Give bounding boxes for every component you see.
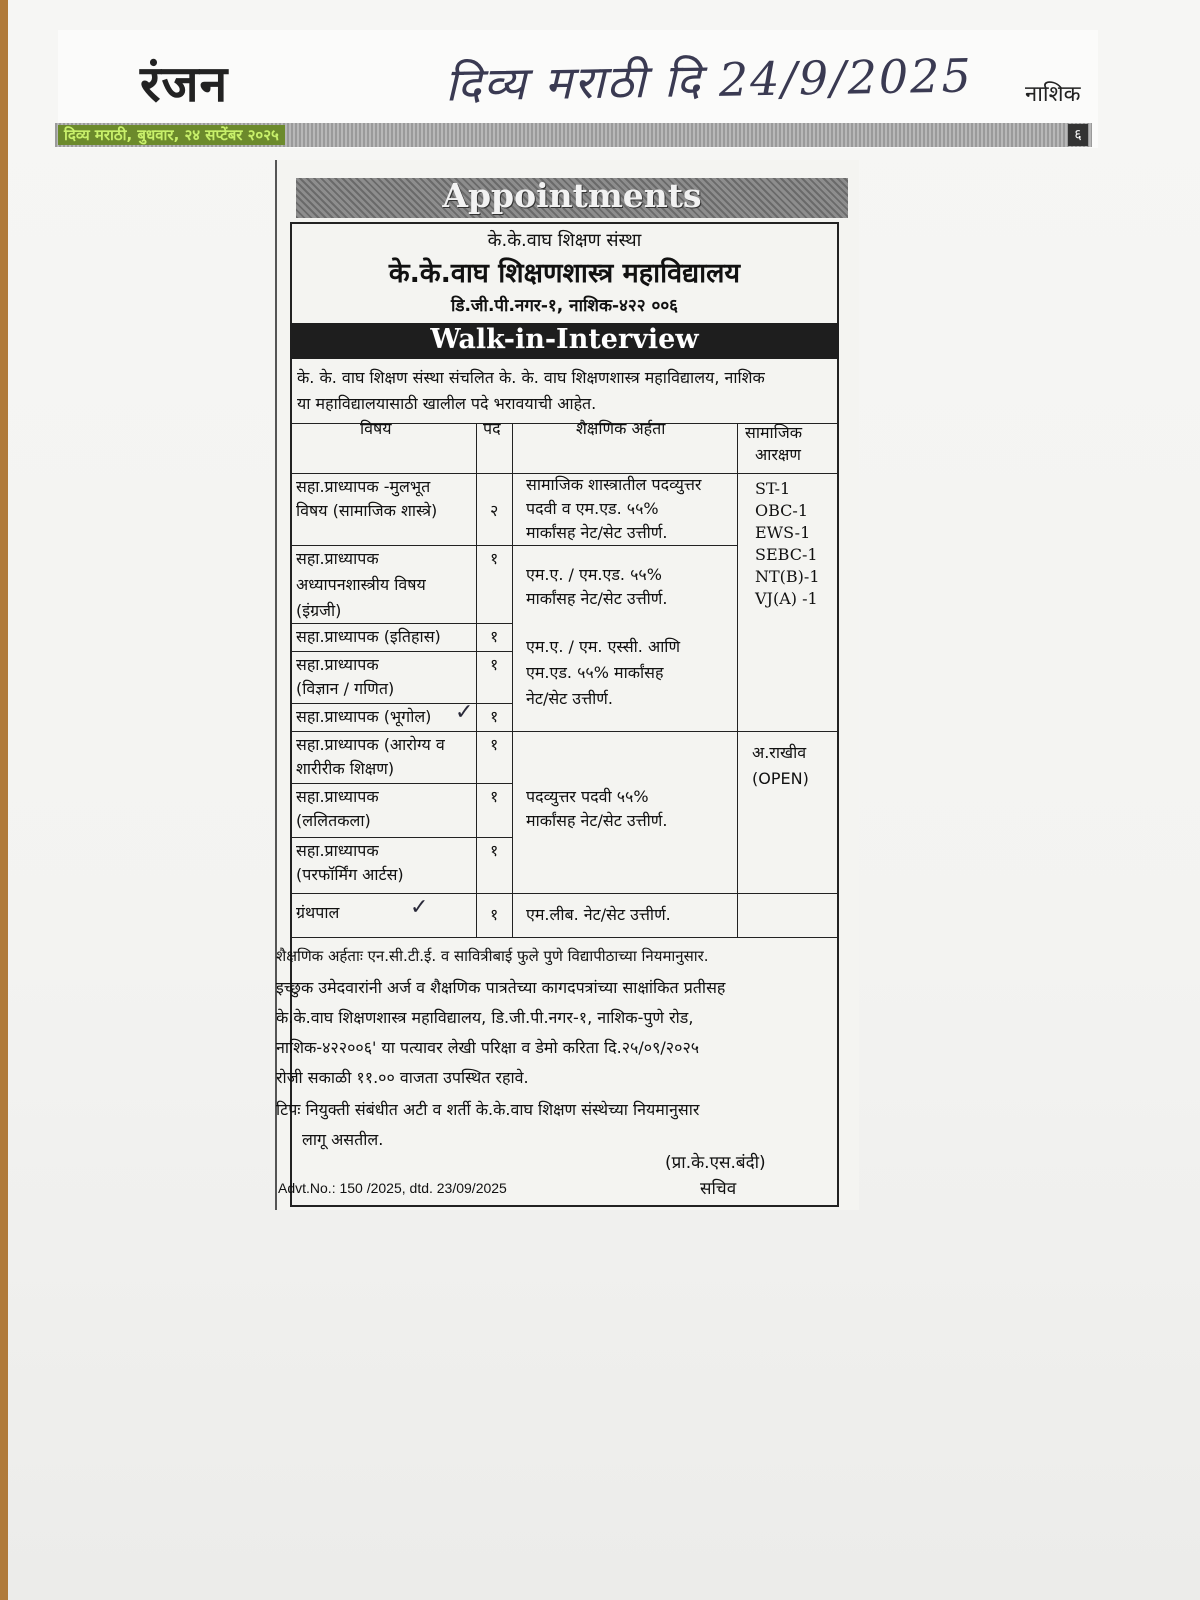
table-cell-subject: अध्यापनशास्त्रीय विषय (296, 575, 426, 594)
appointments-title: Appointments (442, 176, 702, 215)
table-cell-qualification: एम.लीब. नेट/सेट उत्तीर्ण. (526, 905, 671, 924)
table-rule (290, 545, 737, 546)
header-posts: पद (483, 419, 501, 438)
instructions-line: रोजी सकाळी ११.०० वाजता उपस्थित रहावे. (276, 1068, 529, 1087)
edition-city: नाशिक (1025, 82, 1081, 107)
table-cell-posts: १ (490, 707, 499, 726)
table-cell-subject: ग्रंथपाल (296, 903, 340, 922)
table-cell-posts: १ (490, 627, 499, 646)
table-rule (290, 731, 839, 732)
intro-line-1: के. के. वाघ शिक्षण संस्था संचलित के. के. वाघ शिक्षणशास्त्र महाविद्यालय, नाशिक (297, 368, 765, 387)
table-cell-subject: (विज्ञान / गणित) (296, 679, 395, 698)
table-cell-posts: १ (490, 735, 499, 754)
reservation-item: ST-1 (755, 479, 791, 498)
table-cell-subject: सहा.प्राध्यापक (296, 841, 379, 860)
table-cell-subject: (ललितकला) (296, 811, 371, 830)
table-cell-subject: (परफॉर्मिंग आर्टस) (296, 865, 404, 884)
table-cell-posts: १ (490, 905, 499, 924)
signatory-title: सचिव (700, 1179, 737, 1199)
table-rule (838, 423, 839, 937)
newspaper-masthead: रंजन (140, 54, 229, 113)
institution-subtitle: के.के.वाघ शिक्षण संस्था (487, 230, 642, 251)
reservation-item: OBC-1 (755, 501, 808, 520)
table-cell-posts: १ (490, 655, 499, 674)
table-cell-subject: सहा.प्राध्यापक (296, 655, 379, 674)
table-rule (737, 423, 738, 937)
table-cell-subject: सहा.प्राध्यापक -मुलभूत (296, 477, 431, 496)
table-cell-subject: (इंग्रजी) (296, 601, 342, 620)
table-cell-posts: १ (490, 549, 499, 568)
reservation-item: VJ(A) -1 (755, 589, 818, 608)
table-cell-posts: १ (490, 787, 499, 806)
handwritten-date-note: दिव्य मराठी दि 24/9/2025 (444, 48, 974, 112)
header-band-text: दिव्य मराठी, बुधवार, २४ सप्टेंबर २०२५ (58, 125, 285, 145)
reservation-list (755, 478, 820, 610)
table-cell-subject: सहा.प्राध्यापक (296, 787, 379, 806)
table-rule (290, 837, 512, 838)
table-rule (290, 703, 512, 704)
table-cell-qualification: एम.एड. ५५% मार्कांसह (526, 663, 664, 682)
table-cell-qualification: नेट/सेट उत्तीर्ण. (526, 689, 613, 708)
table-rule (512, 423, 513, 937)
note-line: लागू असतील. (302, 1130, 384, 1149)
header-reservation: सामाजिक (745, 423, 802, 442)
table-cell-posts: १ (490, 841, 499, 860)
table-cell-qualification: मार्कांसह नेट/सेट उत्तीर्ण. (526, 523, 668, 542)
table-cell-subject: विषय (सामाजिक शास्त्रे) (296, 501, 438, 520)
reservation-item: NT(B)-1 (755, 567, 820, 586)
pen-tick-mark: ✓ (455, 700, 474, 725)
header-reservation: आरक्षण (755, 445, 801, 464)
walkin-title: Walk-in-Interview (430, 324, 699, 355)
table-cell-qualification: सामाजिक शास्त्रातील पदव्युत्तर (526, 475, 702, 494)
table-cell-qualification: पदव्युत्तर पदवी ५५% (526, 787, 649, 806)
institution-address: डि.जी.पी.नगर-१, नाशिक-४२२ ००६ (450, 296, 679, 316)
table-cell-qualification: एम.ए. / एम. एस्सी. आणि (526, 637, 681, 656)
table-cell-subject: सहा.प्राध्यापक (आरोग्य व (296, 735, 445, 754)
table-rule (476, 423, 477, 937)
reservation-item: EWS-1 (755, 523, 811, 542)
table-rule (290, 623, 512, 624)
reservation-open: अ.राखीव (752, 743, 807, 762)
page-number: ६ (1068, 124, 1088, 146)
table-cell-subject: सहा.प्राध्यापक (296, 549, 379, 568)
reservation-item: SEBC-1 (755, 545, 818, 564)
table-rule (290, 783, 512, 784)
pen-tick-mark: ✓ (410, 895, 429, 920)
header-qualification: शैक्षणिक अर्हता (576, 419, 666, 438)
table-cell-subject: सहा.प्राध्यापक (भूगोल) (296, 707, 432, 726)
table-cell-subject: शारीरीक शिक्षण) (296, 759, 395, 778)
reservation-open: (OPEN) (752, 769, 809, 788)
note-line: टिपः नियुक्ती संबंधीत अटी व शर्ती के.के.वाघ शिक्षण संस्थेच्या नियमानुसार (276, 1100, 700, 1119)
advt-number: Advt.No.: 150 /2025, dtd. 23/09/2025 (278, 1180, 507, 1196)
table-cell-qualification: पदवी व एम.एड. ५५% (526, 499, 659, 518)
table-cell-qualification: मार्कांसह नेट/सेट उत्तीर्ण. (526, 811, 668, 830)
table-rule (290, 937, 839, 938)
intro-text (297, 365, 832, 417)
table-cell-posts: २ (490, 501, 499, 520)
table-cell-subject: सहा.प्राध्यापक (इतिहास) (296, 627, 441, 646)
eligibility-text: शैक्षणिक अर्हताः एन.सी.टी.ई. व सावित्रीबाई फुले पुणे विद्यापीठाच्या नियमानुसार. (276, 947, 709, 965)
instructions-line: के.के.वाघ शिक्षणशास्त्र महाविद्यालय, डि.जी.पी.नगर-१, नाशिक-पुणे रोड, (276, 1008, 694, 1027)
intro-line-2: या महाविद्यालयासाठी खालील पदे भरावयाची आहेत. (297, 394, 597, 413)
table-rule (290, 893, 839, 894)
table-cell-qualification: मार्कांसह नेट/सेट उत्तीर्ण. (526, 589, 668, 608)
instructions-line: इच्छुक उमेदवारांनी अर्ज व शैक्षणिक पात्रतेच्या कागदपत्रांच्या साक्षांकित प्रतीसह (276, 978, 726, 997)
institution-name: के.के.वाघ शिक्षणशास्त्र महाविद्यालय (388, 258, 741, 289)
header-subject: विषय (360, 419, 392, 438)
table-cell-qualification: एम.ए. / एम.एड. ५५% (526, 565, 662, 584)
table-rule (290, 651, 512, 652)
instructions-line: नाशिक-४२२००६' या पत्यावर लेखी परिक्षा व डेमो करिता दि.२५/०९/२०२५ (276, 1038, 700, 1057)
signatory-name: (प्रा.के.एस.बंदी) (665, 1153, 766, 1173)
